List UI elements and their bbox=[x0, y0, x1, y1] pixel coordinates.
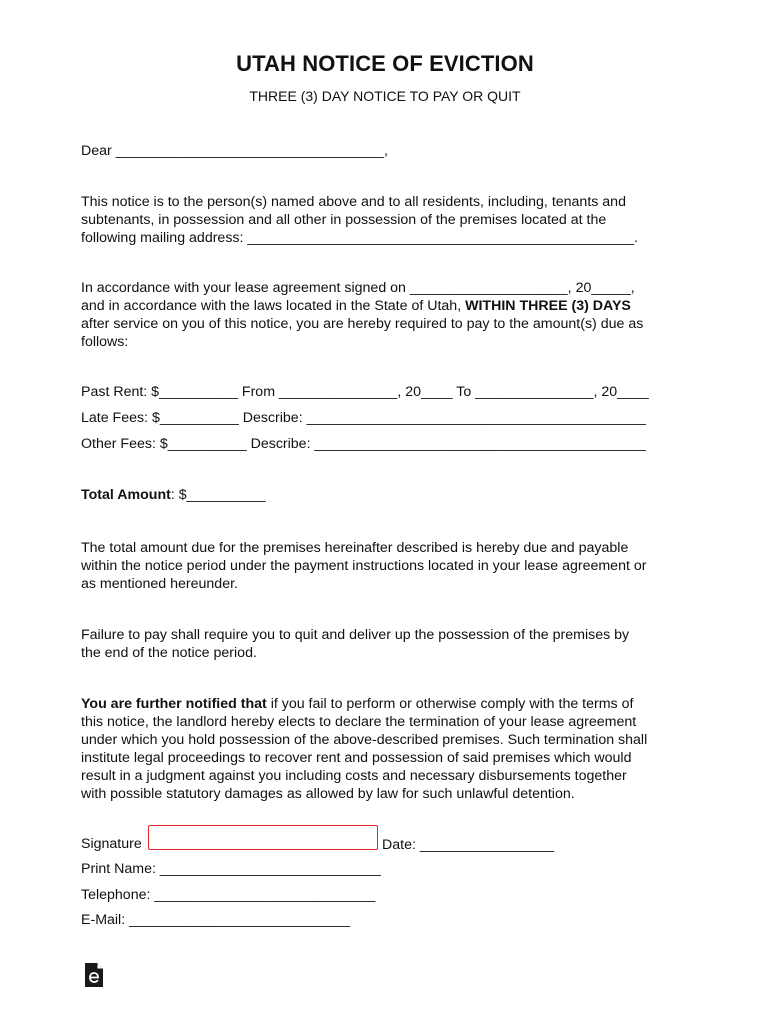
email-field[interactable]: E-Mail: ____________________________ bbox=[81, 912, 351, 928]
eforms-logo-icon bbox=[84, 962, 104, 988]
within-three-days-text: WITHIN THREE (3) DAYS bbox=[465, 298, 631, 314]
dear-line: Dear __________________________________, bbox=[81, 143, 388, 159]
telephone-field[interactable]: Telephone: ____________________________ bbox=[81, 887, 376, 903]
paragraph-line: subtenants, in possession and all other in possession of the premises located at the bbox=[81, 212, 607, 228]
past-rent-field[interactable]: Past Rent: $__________ From _______________, 20____ To _______________, 20____ bbox=[81, 384, 649, 400]
total-due-paragraph bbox=[81, 539, 696, 593]
further-notified-lead: You are further notified that bbox=[81, 696, 267, 712]
document-title: UTAH NOTICE OF EVICTION bbox=[236, 51, 534, 76]
other-fees-field[interactable]: Other Fees: $__________ Describe: __________________________________________ bbox=[81, 436, 646, 452]
state-law-text: and in accordance with the laws located in the State of Utah, bbox=[81, 298, 466, 314]
paragraph-line bbox=[81, 695, 696, 713]
further-notified-rest: if you fail to perform or otherwise comply with the terms of bbox=[266, 696, 634, 712]
paragraph-line: institute legal proceedings to recover rent and possession of said premises which would bbox=[81, 750, 632, 766]
late-fees-field[interactable]: Late Fees: $__________ Describe: ___________________________________________ bbox=[81, 410, 646, 426]
paragraph-line: under which you hold possession of the above-described premises. Such termination shall bbox=[81, 732, 648, 748]
paragraph-line: The total amount due for the premises hereinafter described is hereby due and payable bbox=[81, 540, 629, 556]
document-subtitle: THREE (3) DAY NOTICE TO PAY OR QUIT bbox=[249, 88, 521, 104]
paragraph-line: with possible statutory damages as allowed by law for such unlawful detention. bbox=[81, 786, 575, 802]
total-amount-field[interactable] bbox=[81, 487, 266, 503]
paragraph-line: following mailing address: _________________________________________________. bbox=[81, 230, 638, 246]
intro-paragraph bbox=[81, 193, 696, 247]
lease-paragraph bbox=[81, 279, 696, 351]
paragraph-line: the end of the notice period. bbox=[81, 645, 257, 661]
date-field[interactable]: Date: _________________ bbox=[382, 837, 554, 853]
paragraph-line: within the notice period under the payment instructions located in your lease agreement or bbox=[81, 558, 647, 574]
paragraph-line: This notice is to the person(s) named above and to all residents, including, tenants and bbox=[81, 194, 626, 210]
paragraph-line: result in a judgment against you including costs and necessary disbursements together bbox=[81, 768, 627, 784]
signature-label: Signature bbox=[81, 836, 142, 852]
failure-to-pay-paragraph bbox=[81, 626, 696, 662]
paragraph-line: In accordance with your lease agreement signed on ____________________, 20_____, bbox=[81, 280, 635, 296]
total-amount-value: : $__________ bbox=[170, 487, 266, 503]
further-notice-paragraph bbox=[81, 695, 696, 803]
paragraph-line: follows: bbox=[81, 334, 129, 350]
paragraph-line: as mentioned hereunder. bbox=[81, 576, 238, 592]
paragraph-line: after service on you of this notice, you are hereby required to pay to the amount(s) due as bbox=[81, 316, 644, 332]
print-name-field[interactable]: Print Name: ____________________________ bbox=[81, 861, 381, 877]
total-amount-label: Total Amount bbox=[81, 487, 171, 503]
paragraph-line bbox=[81, 297, 696, 315]
signature-input-box[interactable] bbox=[148, 825, 378, 850]
paragraph-line: this notice, the landlord hereby elects to declare the termination of your lease agreement bbox=[81, 714, 637, 730]
paragraph-line: Failure to pay shall require you to quit and deliver up the possession of the premises by bbox=[81, 627, 630, 643]
